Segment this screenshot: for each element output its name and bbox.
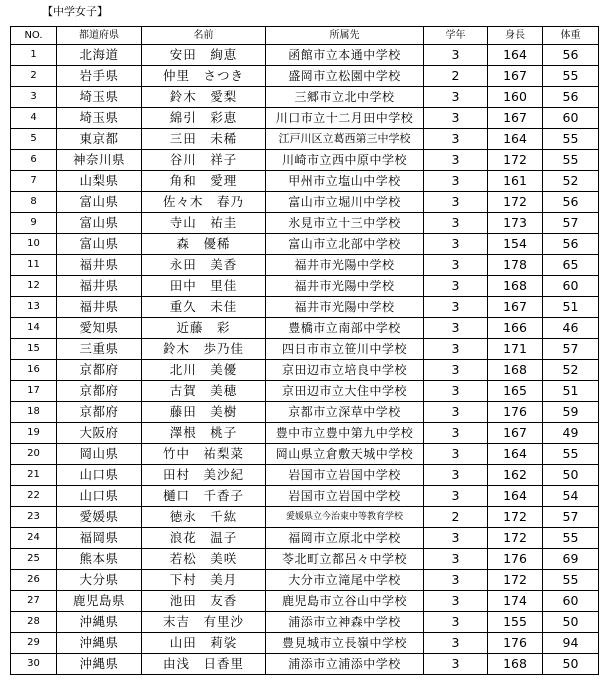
cell-name: 若松 美咲 [142,549,266,570]
column-header-height: 身長 [488,27,543,45]
cell-weight: 55 [543,444,599,465]
cell-no: 13 [11,297,57,318]
cell-school: 岩国市立岩国中学校 [266,486,424,507]
cell-height: 172 [488,570,543,591]
cell-no: 3 [11,87,57,108]
column-header-school: 所属先 [266,27,424,45]
cell-height: 164 [488,444,543,465]
cell-grade: 3 [424,192,488,213]
cell-name: 三田 未稀 [142,129,266,150]
cell-height: 178 [488,255,543,276]
cell-no: 28 [11,612,57,633]
cell-name: 鈴木 愛梨 [142,87,266,108]
cell-weight: 54 [543,486,599,507]
cell-grade: 3 [424,318,488,339]
cell-school: 福井市光陽中学校 [266,297,424,318]
cell-no: 12 [11,276,57,297]
cell-weight: 57 [543,507,599,528]
table-row [11,528,599,549]
cell-no: 19 [11,423,57,444]
cell-prefecture: 京都府 [57,381,142,402]
cell-height: 172 [488,507,543,528]
cell-height: 167 [488,297,543,318]
cell-prefecture: 埼玉県 [57,108,142,129]
cell-grade: 3 [424,465,488,486]
cell-grade: 3 [424,129,488,150]
cell-grade: 3 [424,276,488,297]
table-row [11,360,599,381]
cell-height: 171 [488,339,543,360]
cell-grade: 3 [424,213,488,234]
cell-grade: 2 [424,66,488,87]
cell-school: 岩国市立岩国中学校 [266,465,424,486]
cell-school: 豊見城市立長嶺中学校 [266,633,424,654]
cell-height: 168 [488,360,543,381]
cell-grade: 3 [424,444,488,465]
table-row [11,654,599,675]
table-row [11,213,599,234]
cell-weight: 56 [543,87,599,108]
cell-prefecture: 沖縄県 [57,654,142,675]
column-header-no: NO. [11,27,57,45]
table-row [11,234,599,255]
cell-school: 富山市立北部中学校 [266,234,424,255]
cell-no: 11 [11,255,57,276]
cell-weight: 59 [543,402,599,423]
cell-height: 167 [488,66,543,87]
cell-weight: 60 [543,108,599,129]
cell-height: 176 [488,633,543,654]
table-row [11,45,599,66]
cell-weight: 52 [543,171,599,192]
cell-no: 2 [11,66,57,87]
cell-no: 23 [11,507,57,528]
cell-height: 168 [488,276,543,297]
table-row [11,423,599,444]
cell-weight: 55 [543,528,599,549]
cell-grade: 3 [424,171,488,192]
cell-height: 167 [488,423,543,444]
cell-height: 176 [488,402,543,423]
cell-school: 苓北町立都呂々中学校 [266,549,424,570]
cell-weight: 55 [543,129,599,150]
cell-grade: 3 [424,234,488,255]
cell-height: 173 [488,213,543,234]
cell-name: 竹中 祐梨菜 [142,444,266,465]
cell-prefecture: 山梨県 [57,171,142,192]
cell-no: 16 [11,360,57,381]
table-row [11,633,599,654]
cell-height: 176 [488,549,543,570]
cell-name: 藤田 美樹 [142,402,266,423]
cell-prefecture: 福岡県 [57,528,142,549]
table-row [11,255,599,276]
cell-weight: 57 [543,339,599,360]
cell-no: 20 [11,444,57,465]
cell-no: 1 [11,45,57,66]
cell-school: 京田辺市立培良中学校 [266,360,424,381]
cell-no: 25 [11,549,57,570]
cell-school: 川崎市立西中原中学校 [266,150,424,171]
cell-school: 氷見市立十三中学校 [266,213,424,234]
table-row [11,129,599,150]
cell-name: 谷川 祥子 [142,150,266,171]
cell-no: 7 [11,171,57,192]
cell-grade: 2 [424,507,488,528]
cell-no: 9 [11,213,57,234]
cell-height: 172 [488,192,543,213]
cell-height: 174 [488,591,543,612]
cell-name: 角和 愛理 [142,171,266,192]
cell-name: 田中 里佳 [142,276,266,297]
cell-school: 豊橋市立南部中学校 [266,318,424,339]
cell-height: 164 [488,129,543,150]
cell-no: 17 [11,381,57,402]
cell-name: 永田 美香 [142,255,266,276]
cell-no: 30 [11,654,57,675]
table-row [11,465,599,486]
cell-no: 8 [11,192,57,213]
cell-height: 172 [488,150,543,171]
cell-height: 164 [488,486,543,507]
cell-grade: 3 [424,486,488,507]
cell-school: 岡山県立倉敷天城中学校 [266,444,424,465]
cell-name: 樋口 千香子 [142,486,266,507]
table-row [11,612,599,633]
cell-school: 福岡市立原北中学校 [266,528,424,549]
table-row [11,276,599,297]
table-row [11,87,599,108]
cell-school: 甲州市立塩山中学校 [266,171,424,192]
document-title: 【中学女子】 [42,5,108,18]
cell-grade: 3 [424,612,488,633]
cell-prefecture: 山口県 [57,465,142,486]
cell-grade: 3 [424,255,488,276]
cell-height: 166 [488,318,543,339]
cell-name: 徳永 千紘 [142,507,266,528]
cell-grade: 3 [424,402,488,423]
cell-name: 古賀 美穂 [142,381,266,402]
table-row [11,381,599,402]
cell-weight: 50 [543,654,599,675]
cell-prefecture: 富山県 [57,192,142,213]
cell-no: 14 [11,318,57,339]
cell-no: 15 [11,339,57,360]
cell-prefecture: 富山県 [57,213,142,234]
cell-name: 佐々木 春乃 [142,192,266,213]
cell-no: 24 [11,528,57,549]
cell-name: 山田 莉裟 [142,633,266,654]
cell-prefecture: 神奈川県 [57,150,142,171]
cell-prefecture: 鹿児島県 [57,591,142,612]
cell-prefecture: 京都府 [57,360,142,381]
column-header-grade: 学年 [424,27,488,45]
cell-no: 6 [11,150,57,171]
cell-no: 4 [11,108,57,129]
cell-school: 四日市市立笹川中学校 [266,339,424,360]
table-row [11,486,599,507]
cell-name: 下村 美月 [142,570,266,591]
cell-name: 森 優稀 [142,234,266,255]
cell-grade: 3 [424,591,488,612]
cell-school: 川口市立十二月田中学校 [266,108,424,129]
cell-weight: 69 [543,549,599,570]
table-row [11,318,599,339]
table-row [11,339,599,360]
cell-prefecture: 福井県 [57,276,142,297]
cell-no: 10 [11,234,57,255]
cell-name: 寺山 祐圭 [142,213,266,234]
cell-name: 安田 絢恵 [142,45,266,66]
cell-height: 168 [488,654,543,675]
cell-prefecture: 熊本県 [57,549,142,570]
cell-prefecture: 三重県 [57,339,142,360]
cell-name: 綿引 彩恵 [142,108,266,129]
cell-weight: 52 [543,360,599,381]
cell-name: 鈴木 歩乃佳 [142,339,266,360]
cell-prefecture: 愛媛県 [57,507,142,528]
cell-height: 164 [488,45,543,66]
cell-weight: 57 [543,213,599,234]
cell-school: 浦添市立神森中学校 [266,612,424,633]
table-row [11,108,599,129]
cell-height: 172 [488,528,543,549]
cell-grade: 3 [424,87,488,108]
cell-prefecture: 大阪府 [57,423,142,444]
cell-no: 29 [11,633,57,654]
cell-school: 愛媛県立今治東中等教育学校 [266,507,424,528]
cell-grade: 3 [424,549,488,570]
cell-height: 162 [488,465,543,486]
cell-no: 26 [11,570,57,591]
cell-school: 豊中市立豊中第九中学校 [266,423,424,444]
column-header-weight: 体重 [543,27,599,45]
cell-prefecture: 富山県 [57,234,142,255]
cell-grade: 3 [424,528,488,549]
cell-name: 重久 未佳 [142,297,266,318]
cell-no: 22 [11,486,57,507]
cell-name: 由浅 日香里 [142,654,266,675]
cell-grade: 3 [424,45,488,66]
table-row [11,402,599,423]
cell-name: 浪花 温子 [142,528,266,549]
cell-school: 福井市光陽中学校 [266,255,424,276]
cell-no: 27 [11,591,57,612]
cell-prefecture: 沖縄県 [57,612,142,633]
cell-school: 大分市立滝尾中学校 [266,570,424,591]
cell-name: 近藤 彩 [142,318,266,339]
table-header-row [11,27,599,45]
table-body [11,45,599,675]
cell-name: 末吉 有里沙 [142,612,266,633]
cell-prefecture: 東京都 [57,129,142,150]
cell-grade: 3 [424,570,488,591]
cell-height: 161 [488,171,543,192]
table-row [11,150,599,171]
cell-school: 江戸川区立葛西第三中学校 [266,129,424,150]
cell-weight: 55 [543,66,599,87]
cell-weight: 56 [543,192,599,213]
cell-school: 京都市立深草中学校 [266,402,424,423]
cell-prefecture: 岡山県 [57,444,142,465]
cell-height: 167 [488,108,543,129]
cell-grade: 3 [424,381,488,402]
table-row [11,549,599,570]
table-row [11,507,599,528]
cell-school: 鹿児島市立谷山中学校 [266,591,424,612]
cell-name: 池田 友香 [142,591,266,612]
table-row [11,444,599,465]
cell-grade: 3 [424,654,488,675]
cell-grade: 3 [424,108,488,129]
cell-weight: 51 [543,381,599,402]
cell-no: 5 [11,129,57,150]
table-row [11,192,599,213]
cell-school: 盛岡市立松園中学校 [266,66,424,87]
cell-grade: 3 [424,633,488,654]
cell-grade: 3 [424,339,488,360]
cell-school: 富山市立堀川中学校 [266,192,424,213]
cell-weight: 55 [543,570,599,591]
cell-name: 田村 美沙紀 [142,465,266,486]
cell-weight: 55 [543,150,599,171]
cell-prefecture: 埼玉県 [57,87,142,108]
cell-school: 函館市立本通中学校 [266,45,424,66]
cell-grade: 3 [424,423,488,444]
cell-weight: 51 [543,297,599,318]
cell-name: 澤根 桃子 [142,423,266,444]
cell-weight: 56 [543,234,599,255]
cell-name: 北川 美優 [142,360,266,381]
cell-school: 三郷市立北中学校 [266,87,424,108]
table-row [11,591,599,612]
cell-grade: 3 [424,150,488,171]
roster-table [10,26,599,675]
cell-height: 155 [488,612,543,633]
cell-no: 18 [11,402,57,423]
cell-grade: 3 [424,297,488,318]
cell-school: 福井市光陽中学校 [266,276,424,297]
cell-name: 仲里 さつき [142,66,266,87]
cell-grade: 3 [424,360,488,381]
cell-weight: 50 [543,465,599,486]
cell-no: 21 [11,465,57,486]
cell-weight: 60 [543,591,599,612]
cell-height: 154 [488,234,543,255]
cell-height: 165 [488,381,543,402]
cell-prefecture: 京都府 [57,402,142,423]
cell-school: 京田辺市立大住中学校 [266,381,424,402]
cell-prefecture: 山口県 [57,486,142,507]
cell-prefecture: 福井県 [57,297,142,318]
cell-weight: 56 [543,45,599,66]
cell-school: 浦添市立浦添中学校 [266,654,424,675]
cell-prefecture: 北海道 [57,45,142,66]
column-header-name: 名前 [142,27,266,45]
cell-weight: 60 [543,276,599,297]
cell-prefecture: 岩手県 [57,66,142,87]
column-header-prefecture: 都道府県 [57,27,142,45]
cell-weight: 94 [543,633,599,654]
table-row [11,570,599,591]
cell-weight: 49 [543,423,599,444]
table-row [11,171,599,192]
cell-weight: 65 [543,255,599,276]
cell-weight: 46 [543,318,599,339]
cell-prefecture: 愛知県 [57,318,142,339]
table-row [11,297,599,318]
cell-prefecture: 福井県 [57,255,142,276]
cell-height: 160 [488,87,543,108]
cell-weight: 50 [543,612,599,633]
table-row [11,66,599,87]
cell-prefecture: 沖縄県 [57,633,142,654]
cell-prefecture: 大分県 [57,570,142,591]
